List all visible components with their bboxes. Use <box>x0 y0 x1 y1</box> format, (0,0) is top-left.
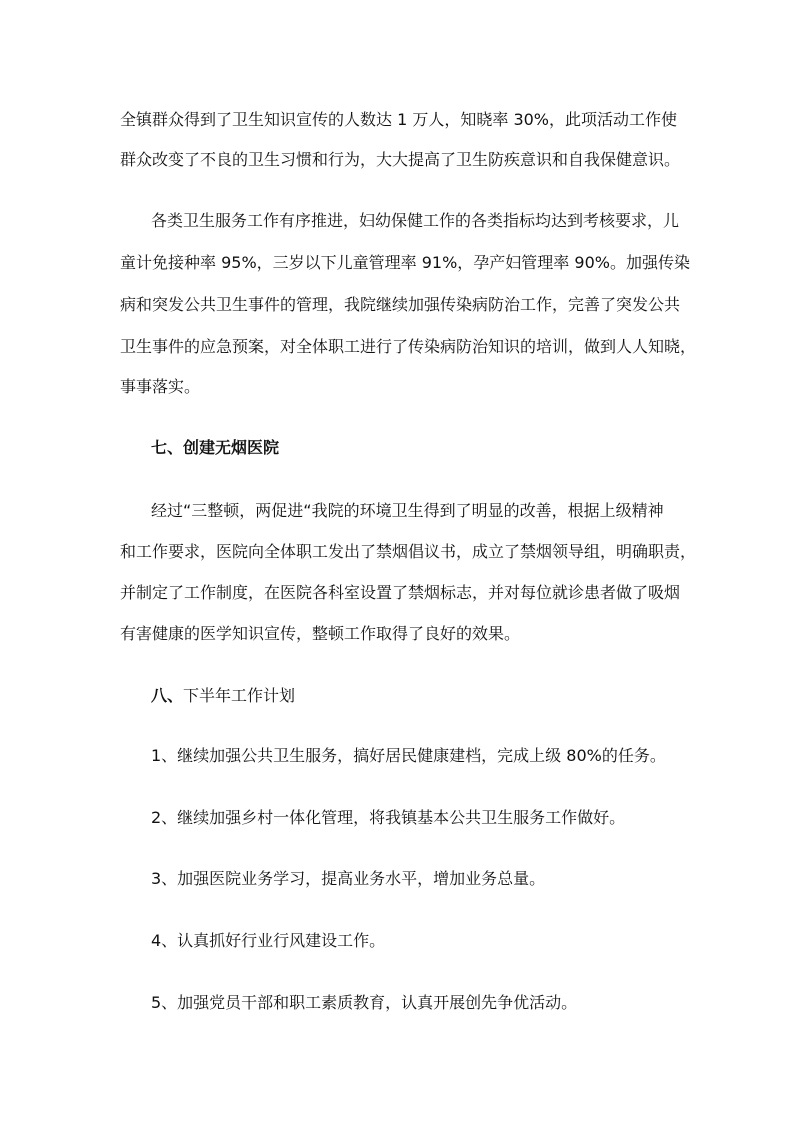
paragraph-1-line-2: 群众改变了不良的卫生习惯和行为，大大提高了卫生防疾意识和自我保健意识。 <box>120 150 681 169</box>
paragraph-2-line-5: 事事落实。 <box>120 377 201 396</box>
section-heading-8-text: 下半年工作计划 <box>183 686 296 705</box>
section-heading-8 <box>151 686 295 706</box>
paragraph-2-line-4: 卫生事件的应急预案，对全体职工进行了传染病防治知识的培训，做到人人知晓， <box>120 337 697 356</box>
paragraph-3-line-2: 和工作要求，医院向全体职工发出了禁烟倡议书，成立了禁烟领导组，明确职责， <box>120 542 697 561</box>
paragraph-1-line-1: 全镇群众得到了卫生知识宣传的人数达 1 万人，知晓率 30%，此项活动工作使 <box>120 110 678 129</box>
plan-item-5: 5、加强党员干部和职工素质教育，认真开展创先争优活动。 <box>151 993 578 1012</box>
plan-item-2: 2、继续加强乡村一体化管理，将我镇基本公共卫生服务工作做好。 <box>151 808 626 827</box>
plan-item-1: 1、继续加强公共卫生服务，搞好居民健康建档，完成上级 80%的任务。 <box>151 746 666 765</box>
paragraph-3-line-1: 经过“三整顿，两促进“我院的环境卫生得到了明显的改善，根据上级精神 <box>151 501 664 520</box>
paragraph-3-line-3: 并制定了工作制度，在医院各科室设置了禁烟标志，并对每位就诊患者做了吸烟 <box>120 583 681 602</box>
plan-item-4: 4、认真抓好行业行风建设工作。 <box>151 931 386 950</box>
section-heading-8-number: 八、 <box>151 686 184 705</box>
plan-item-3: 3、加强医院业务学习，提高业务水平，增加业务总量。 <box>151 869 546 888</box>
paragraph-2-line-2: 童计免接种率 95%，三岁以下儿童管理率 91%，孕产妇管理率 90%。加强传染 <box>120 253 690 272</box>
section-heading-7: 七、创建无烟医院 <box>151 438 280 457</box>
paragraph-3-line-4: 有害健康的医学知识宣传，整顿工作取得了良好的效果。 <box>120 624 521 643</box>
paragraph-2-line-1: 各类卫生服务工作有序推进，妇幼保健工作的各类指标均达到考核要求，儿 <box>151 211 680 230</box>
paragraph-2-line-3: 病和突发公共卫生事件的管理，我院继续加强传染病防治工作，完善了突发公共 <box>120 295 681 314</box>
